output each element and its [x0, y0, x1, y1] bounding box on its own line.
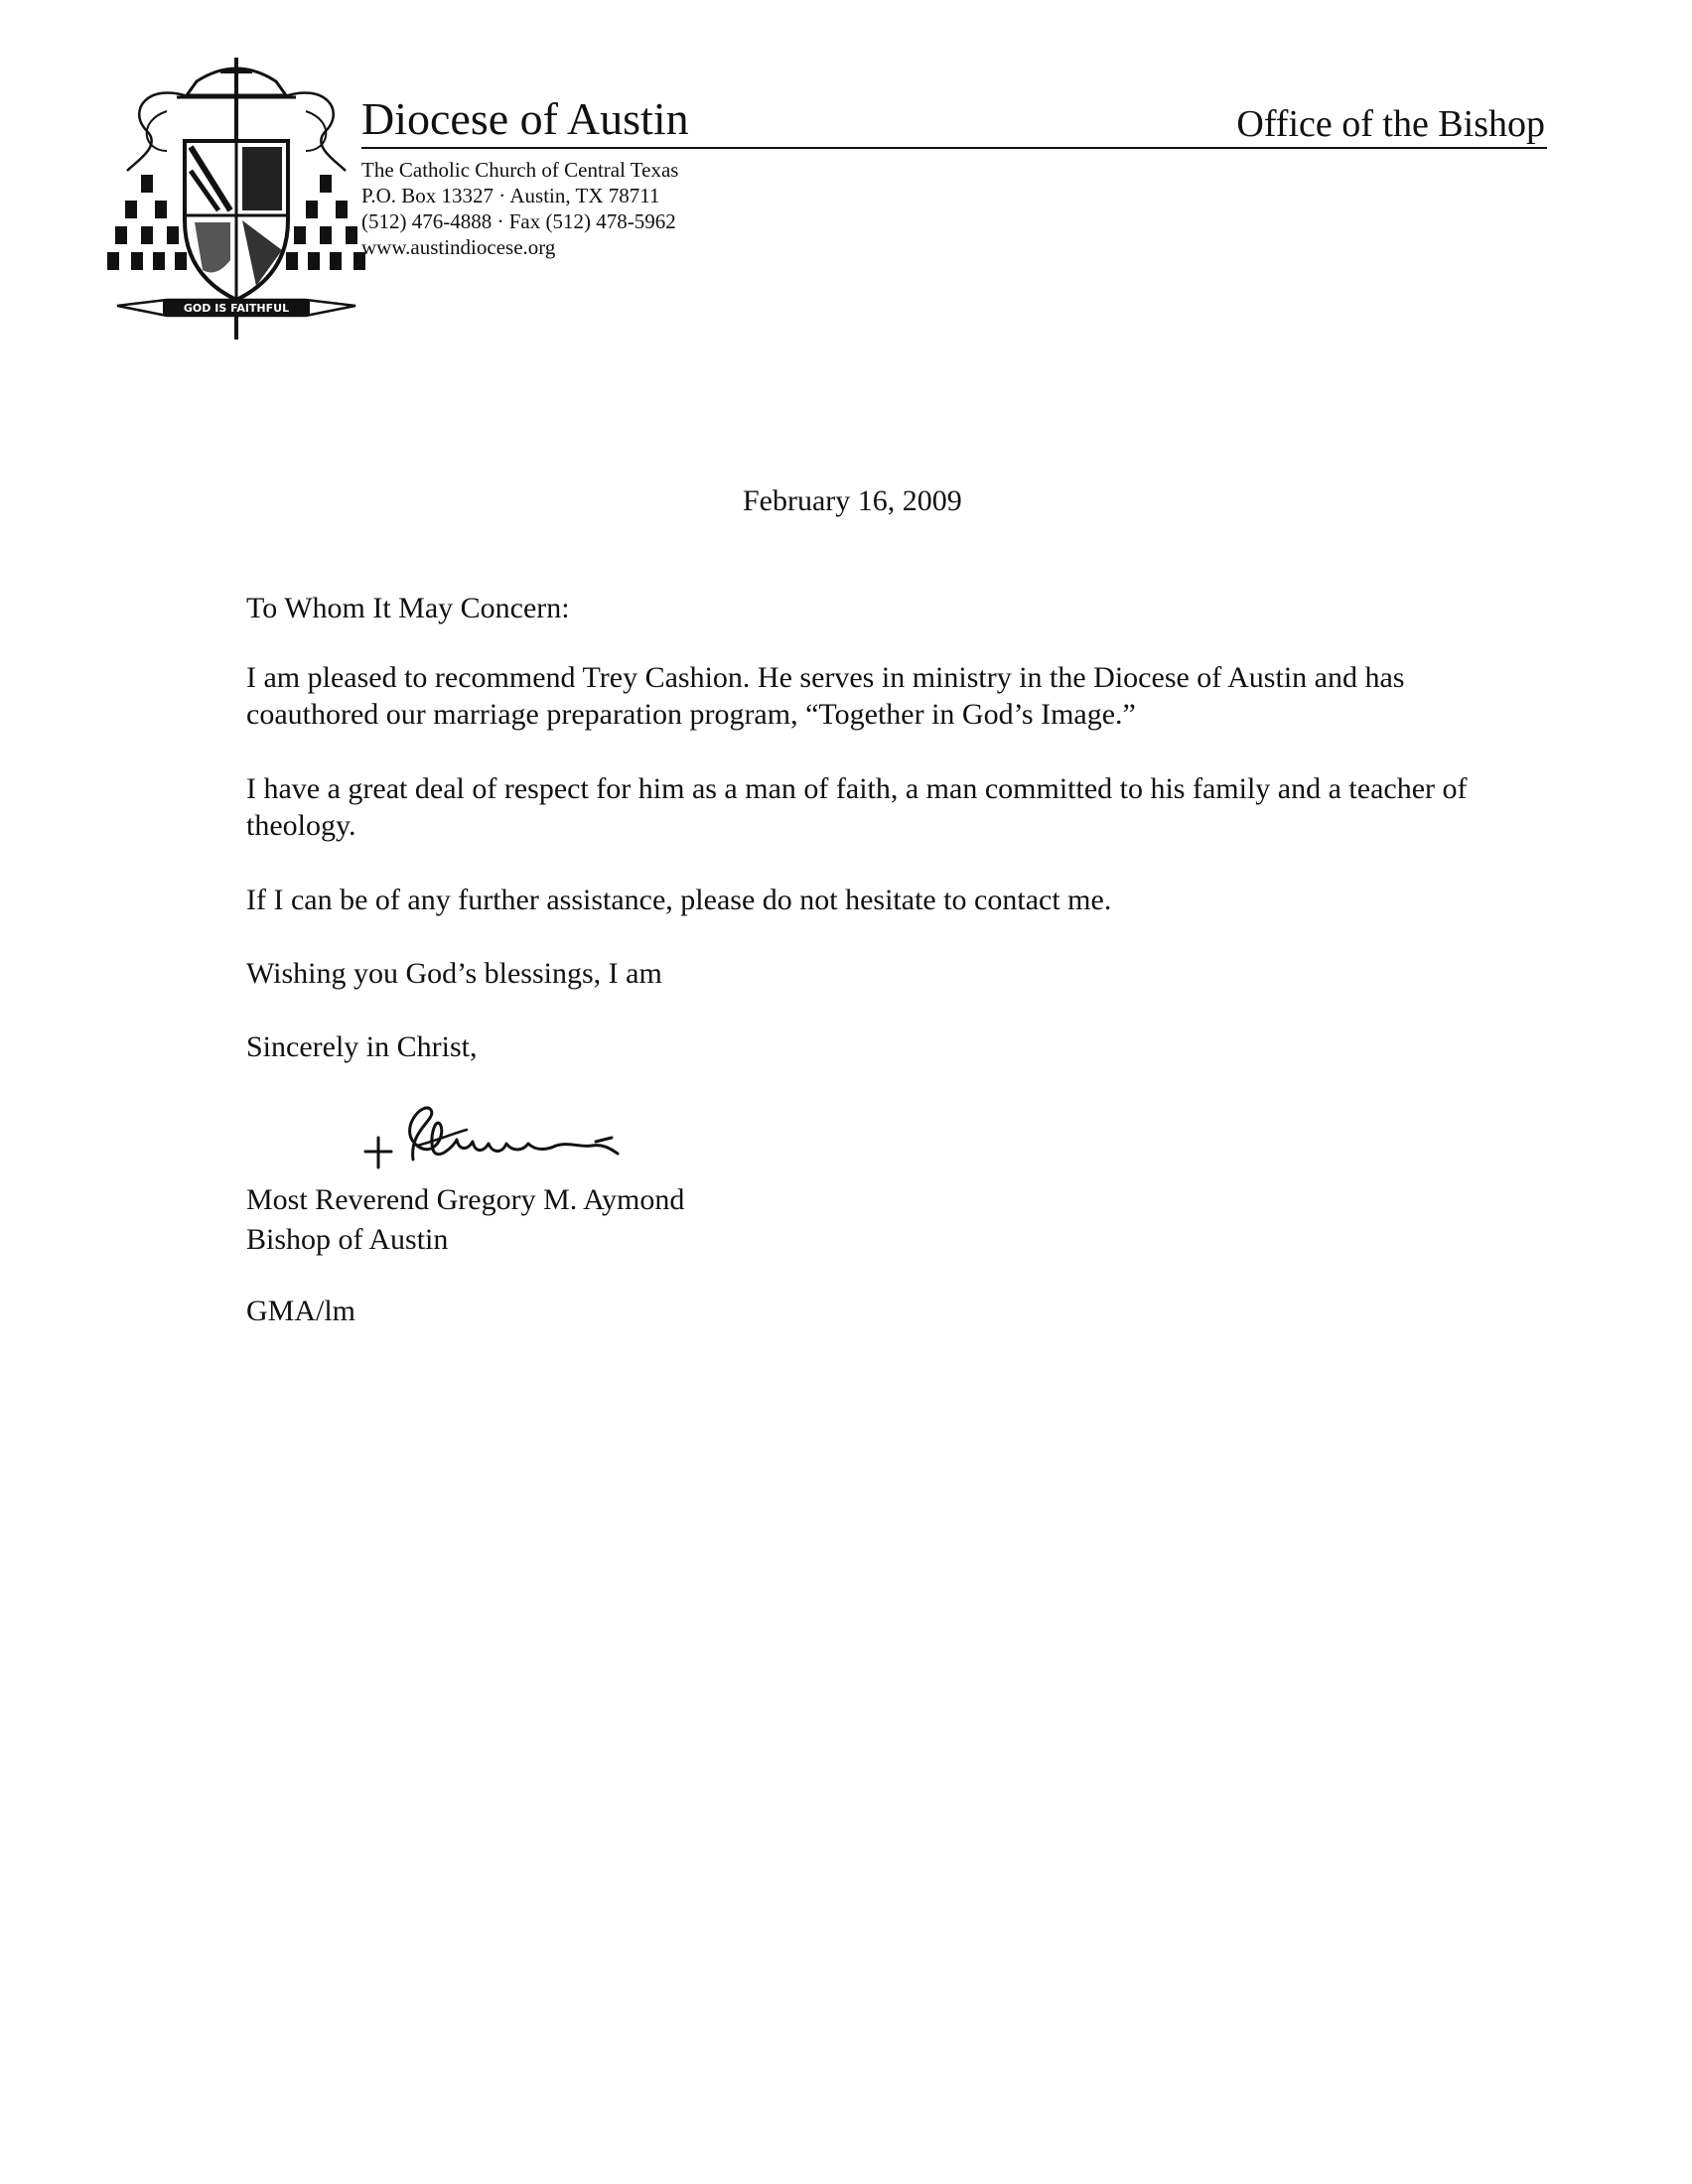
reference-initials: GMA/lm: [246, 1295, 356, 1327]
coat-of-arms-icon: [107, 52, 365, 349]
paragraph: Wishing you God’s blessings, I am: [246, 957, 662, 990]
paragraph: I am pleased to recommend Trey Cashion. He serves in ministry in the Diocese of Austin and has coauthored our marriage preparation program, “Together in God’s Image.”: [246, 661, 1405, 731]
salutation: To Whom It May Concern:: [246, 592, 570, 624]
signer-title: Bishop of Austin: [246, 1223, 449, 1256]
letter-date: February 16, 2009: [743, 484, 962, 517]
paragraph: I have a great deal of respect for him as a man of faith, a man committed to his family and a teacher of theology.: [246, 772, 1468, 842]
organization-name: Diocese of Austin: [361, 93, 689, 144]
address-line: P.O. Box 13327 · Austin, TX 78711: [361, 184, 660, 207]
address-line: The Catholic Church of Central Texas: [361, 158, 679, 182]
website-line: www.austindiocese.org: [361, 235, 556, 259]
office-title: Office of the Bishop: [1236, 103, 1545, 145]
address-block: [361, 157, 678, 260]
phone-line: (512) 476-4888 · Fax (512) 478-5962: [361, 209, 676, 233]
svg-text:GOD IS FAITHFUL: GOD IS FAITHFUL: [183, 302, 290, 315]
header-rule: [361, 147, 1547, 149]
signature-icon: [357, 1090, 675, 1179]
closing: Sincerely in Christ,: [246, 1030, 478, 1063]
paragraph: If I can be of any further assistance, please do not hesitate to contact me.: [246, 884, 1112, 916]
signer-name: Most Reverend Gregory M. Aymond: [246, 1183, 685, 1216]
